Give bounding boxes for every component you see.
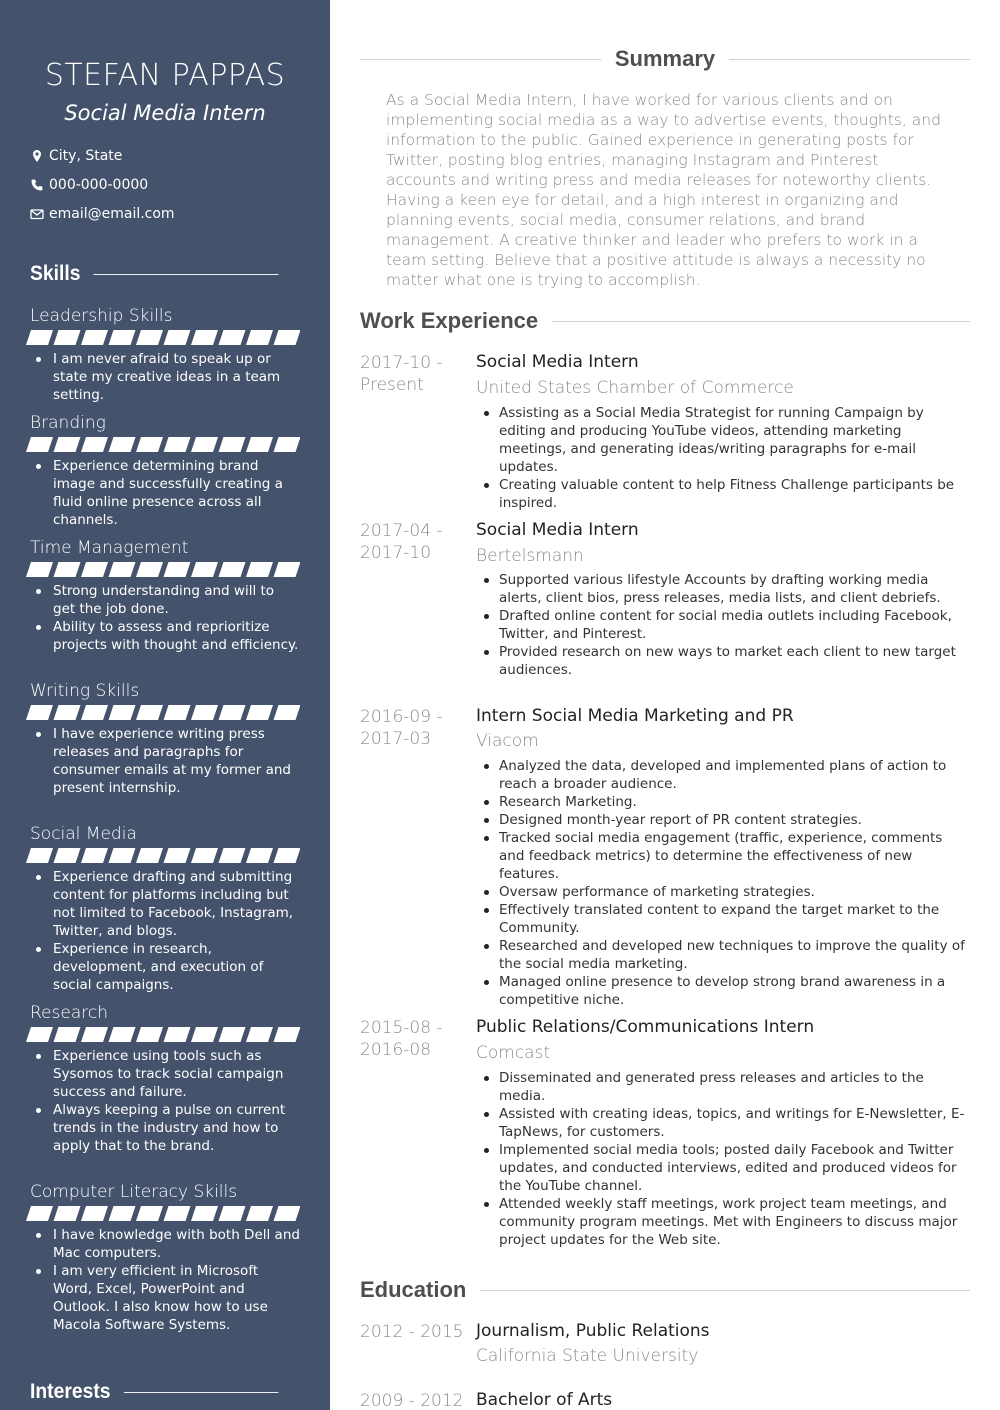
job-bullet: Research Marketing. [476, 793, 970, 811]
skill-bar-segment [246, 705, 273, 720]
job-bullet: Implemented social media tools; posted daily Facebook and Twitter updates, and conducted interviews, edited and produced videos for the YouTube channel. [476, 1141, 970, 1195]
summary-rule-right [729, 59, 970, 60]
skill-bar-segment [136, 705, 163, 720]
candidate-name: STEFAN PAPPAS [44, 58, 286, 93]
skill-bar-segment [81, 705, 108, 720]
skill-bullet: I have experience writing press releases and paragraphs for consumer emails at my former and present internship. [30, 725, 300, 797]
skill-bullet: Experience determining brand image and successfully creating a fluid online presence across all channels. [30, 457, 300, 529]
skill-level-bar [26, 848, 300, 863]
work-experience-heading-label: Work Experience [360, 308, 539, 333]
skill-bar-segment [164, 1206, 191, 1221]
skill-title: Leadership Skills [30, 306, 173, 326]
skill-level-bar [26, 330, 300, 345]
skill-bar-segment [164, 437, 191, 452]
skill-bar-segment [109, 705, 136, 720]
job-date [360, 1017, 470, 1061]
skill-bullet: Always keeping a pulse on current trends in the industry and how to apply that to the brand. [30, 1101, 300, 1155]
skill-bar-segment [81, 330, 108, 345]
contact-phone [30, 175, 148, 195]
skill-title: Time Management [30, 538, 189, 558]
job-bullet: Drafted online content for social media outlets including Facebook, Twitter, and Pinterest. [476, 607, 970, 643]
skill-title: Social Media [30, 824, 137, 844]
summary-rule-left [360, 59, 601, 60]
skill-level-bar [26, 1027, 300, 1042]
education-date: 2009 - 2012 [360, 1391, 464, 1410]
summary-heading-label: Summary [614, 46, 716, 71]
summary-text: As a Social Media Intern, I have worked for various clients and on implementing social media as a way to advertise events, thoughts, and information to the public. Gained experience in generating posts for Twitter, posting blog entries, managing Instagram and Pinterest accounts and writing press and media releases for noteworthy clients. Having a keen eye for detail, and a high interest in organizing and planning events, social media, consumer relations, and brand management. A creative thinker and leader who prefers to work in a team setting. Believe that a positive attitude is always a necessity no matter what one is trying to accomplish. [386, 91, 941, 289]
job-bullet: Assisting as a Social Media Strategist for running Campaign by editing and producing YouTube videos, attending marketing meetings, and generating ideas/writing paragraphs for e-mail updates. [476, 404, 970, 476]
skill-bullet: I have knowledge with both Dell and Mac computers. [30, 1226, 300, 1262]
skill-bar-segment [164, 848, 191, 863]
skill-bar-segment [26, 330, 53, 345]
skill-bar-segment [219, 705, 246, 720]
skill-bar-segment [26, 562, 53, 577]
skill-bar-segment [136, 330, 163, 345]
skill-bar-segment [81, 848, 108, 863]
skill-bullets [30, 725, 300, 797]
skill-title: Computer Literacy Skills [30, 1182, 238, 1202]
education-date: 2012 - 2015 [360, 1322, 464, 1342]
skill-bar-segment [191, 1027, 218, 1042]
job-bullet: Disseminated and generated press releases and articles to the media. [476, 1069, 970, 1105]
skill-bar-segment [109, 437, 136, 452]
skill-bar-segment [54, 705, 81, 720]
skill-bar-segment [109, 1206, 136, 1221]
interests-heading-rule [123, 1392, 278, 1393]
skill-bar-segment [219, 848, 246, 863]
location-text: City, State [49, 148, 123, 164]
skill-bar-segment [219, 437, 246, 452]
skill-bar-segment [246, 1027, 273, 1042]
skill-bullets [30, 1226, 300, 1334]
skill-level-bar [26, 705, 300, 720]
job-title: Intern Social Media Marketing and PR [476, 706, 794, 726]
skill-bar-segment [164, 705, 191, 720]
skill-bar-segment [246, 437, 273, 452]
job-date-start: 2017-10 - [360, 353, 443, 373]
skill-bullets [30, 350, 300, 404]
skill-bar-segment [191, 437, 218, 452]
contact-email[interactable] [30, 204, 175, 224]
skill-bar-segment [136, 1206, 163, 1221]
skill-bar-segment [54, 437, 81, 452]
job-bullet: Oversaw performance of marketing strategies. [476, 883, 970, 901]
skill-title: Writing Skills [30, 681, 140, 701]
skill-bar-segment [191, 848, 218, 863]
skill-bar-segment [109, 562, 136, 577]
job-title: Public Relations/Communications Intern [476, 1017, 815, 1037]
skill-bullet: Strong understanding and will to get the job done. [30, 582, 300, 618]
skill-bullets [30, 457, 300, 529]
job-bullet: Effectively translated content to expand the target market to the Community. [476, 901, 970, 937]
skill-bar-segment [54, 562, 81, 577]
skills-heading-label: Skills [30, 262, 81, 285]
skill-level-bar [26, 562, 300, 577]
skill-bar-segment [246, 330, 273, 345]
skill-bar-segment [81, 1027, 108, 1042]
skill-bar-segment [81, 562, 108, 577]
skill-bar-segment [191, 1206, 218, 1221]
skill-bar-segment [246, 848, 273, 863]
skill-bar-segment [191, 330, 218, 345]
envelope-icon [30, 207, 44, 221]
skill-bar-segment [274, 1027, 301, 1042]
skills-heading-rule [93, 274, 278, 275]
skill-bar-segment [164, 330, 191, 345]
education-degree: Bachelor of Arts [476, 1390, 613, 1410]
job-date-start: 2015-08 - [360, 1018, 443, 1038]
contact-location [30, 146, 122, 166]
job-bullet: Creating valuable content to help Fitness Challenge participants be inspired. [476, 476, 970, 512]
skill-bar-segment [274, 330, 301, 345]
skill-bullet: Experience using tools such as Sysomos to track social campaign success and failure. [30, 1047, 300, 1101]
job-bullets [476, 757, 970, 1009]
job-company: Comcast [476, 1043, 551, 1063]
education-degree: Journalism, Public Relations [476, 1321, 710, 1341]
skill-bullet: I am very efficient in Microsoft Word, Excel, PowerPoint and Outlook. I also know how to use Macola Software Systems. [30, 1262, 300, 1334]
education-heading [360, 1277, 970, 1303]
job-company: Bertelsmann [476, 546, 584, 566]
job-bullet: Provided research on new ways to market each client to new target audiences. [476, 643, 970, 679]
skill-bar-segment [219, 1027, 246, 1042]
skill-bullets [30, 582, 300, 654]
skill-bar-segment [26, 437, 53, 452]
skill-bar-segment [136, 437, 163, 452]
skill-bar-segment [274, 848, 301, 863]
summary-heading [360, 46, 970, 72]
candidate-title: Social Media Intern [64, 101, 266, 125]
interests-heading-label: Interests [30, 1380, 111, 1403]
skill-bar-segment [191, 705, 218, 720]
education-heading-label: Education [360, 1277, 467, 1302]
job-date-end: 2017-10 [360, 543, 432, 563]
skill-bullet: I am never afraid to speak up or state my creative ideas in a team setting. [30, 350, 300, 404]
work-experience-heading [360, 308, 970, 334]
job-date [360, 352, 470, 396]
job-bullet: Researched and developed new techniques to improve the quality of the social media marketing. [476, 937, 970, 973]
skill-bar-segment [26, 1027, 53, 1042]
job-title: Social Media Intern [476, 520, 639, 540]
job-company: Viacom [476, 731, 539, 751]
skill-bar-segment [109, 330, 136, 345]
phone-text: 000-000-0000 [49, 177, 149, 193]
skills-heading [30, 262, 278, 286]
skill-bar-segment [54, 848, 81, 863]
skill-bar-segment [136, 1027, 163, 1042]
skill-bar-segment [81, 1206, 108, 1221]
job-date-start: 2016-09 - [360, 707, 443, 727]
job-bullet: Assisted with creating ideas, topics, and writings for E-Newsletter, E-TapNews, for customers. [476, 1105, 970, 1141]
education-school: California State University [476, 1346, 699, 1366]
job-bullet: Designed month-year report of PR content strategies. [476, 811, 970, 829]
skill-bullet: Experience in research, development, and execution of social campaigns. [30, 940, 300, 994]
job-date-end: 2017-03 [360, 729, 432, 749]
sidebar [0, 0, 330, 1410]
skill-bullets [30, 1047, 300, 1155]
skill-bar-segment [246, 562, 273, 577]
skill-bar-segment [274, 1206, 301, 1221]
job-date-end: Present [360, 375, 424, 395]
skill-bar-segment [164, 562, 191, 577]
job-bullet: Attended weekly staff meetings, work project team meetings, and community program meetings. Met with Engineers to discuss major project updates for the Web site. [476, 1195, 970, 1249]
job-date [360, 706, 470, 750]
skill-bar-segment [26, 1206, 53, 1221]
skill-bar-segment [246, 1206, 273, 1221]
skill-title: Research [30, 1003, 108, 1023]
skill-level-bar [26, 1206, 300, 1221]
skill-bar-segment [26, 848, 53, 863]
work-experience-rule [552, 321, 970, 322]
skill-bar-segment [109, 848, 136, 863]
skill-bar-segment [54, 1027, 81, 1042]
job-bullets [476, 571, 970, 679]
skill-bar-segment [54, 330, 81, 345]
job-title: Social Media Intern [476, 352, 639, 372]
job-date-start: 2017-04 - [360, 521, 443, 541]
skill-bar-segment [219, 562, 246, 577]
skill-bar-segment [164, 1027, 191, 1042]
main-content [330, 0, 1000, 1410]
job-company: United States Chamber of Commerce [476, 378, 794, 398]
skill-bar-segment [219, 330, 246, 345]
job-bullets [476, 1069, 970, 1249]
email-text[interactable]: email@email.com [49, 206, 175, 222]
job-date-end: 2016-08 [360, 1040, 432, 1060]
job-bullet: Supported various lifestyle Accounts by drafting working media alerts, client bios, press releases, media lists, and client debriefs. [476, 571, 970, 607]
skill-bullet: Ability to assess and reprioritize projects with thought and efficiency. [30, 618, 300, 654]
skill-bar-segment [274, 437, 301, 452]
job-bullet: Tracked social media engagement (traffic, experience, comments and feedback metrics) to determine the effectiveness of new features. [476, 829, 970, 883]
skill-bar-segment [136, 562, 163, 577]
job-date [360, 520, 470, 564]
skill-bar-segment [274, 562, 301, 577]
skill-level-bar [26, 437, 300, 452]
skill-title: Branding [30, 413, 106, 433]
skill-bullets [30, 868, 300, 994]
skill-bar-segment [81, 437, 108, 452]
skill-bar-segment [219, 1206, 246, 1221]
job-bullets [476, 404, 970, 512]
skill-bullet: Experience drafting and submitting content for platforms including but not limited to Facebook, Instagram, Twitter, and blogs. [30, 868, 300, 940]
job-bullet: Managed online presence to develop strong brand awareness in a competitive niche. [476, 973, 970, 1009]
job-bullet: Analyzed the data, developed and implemented plans of action to reach a broader audience. [476, 757, 970, 793]
skill-bar-segment [191, 562, 218, 577]
map-pin-icon [30, 149, 44, 163]
interests-heading [30, 1380, 278, 1404]
phone-icon [30, 178, 44, 192]
skill-bar-segment [54, 1206, 81, 1221]
skill-bar-segment [109, 1027, 136, 1042]
skill-bar-segment [274, 705, 301, 720]
skill-bar-segment [136, 848, 163, 863]
skill-bar-segment [26, 705, 53, 720]
education-rule [480, 1290, 970, 1291]
